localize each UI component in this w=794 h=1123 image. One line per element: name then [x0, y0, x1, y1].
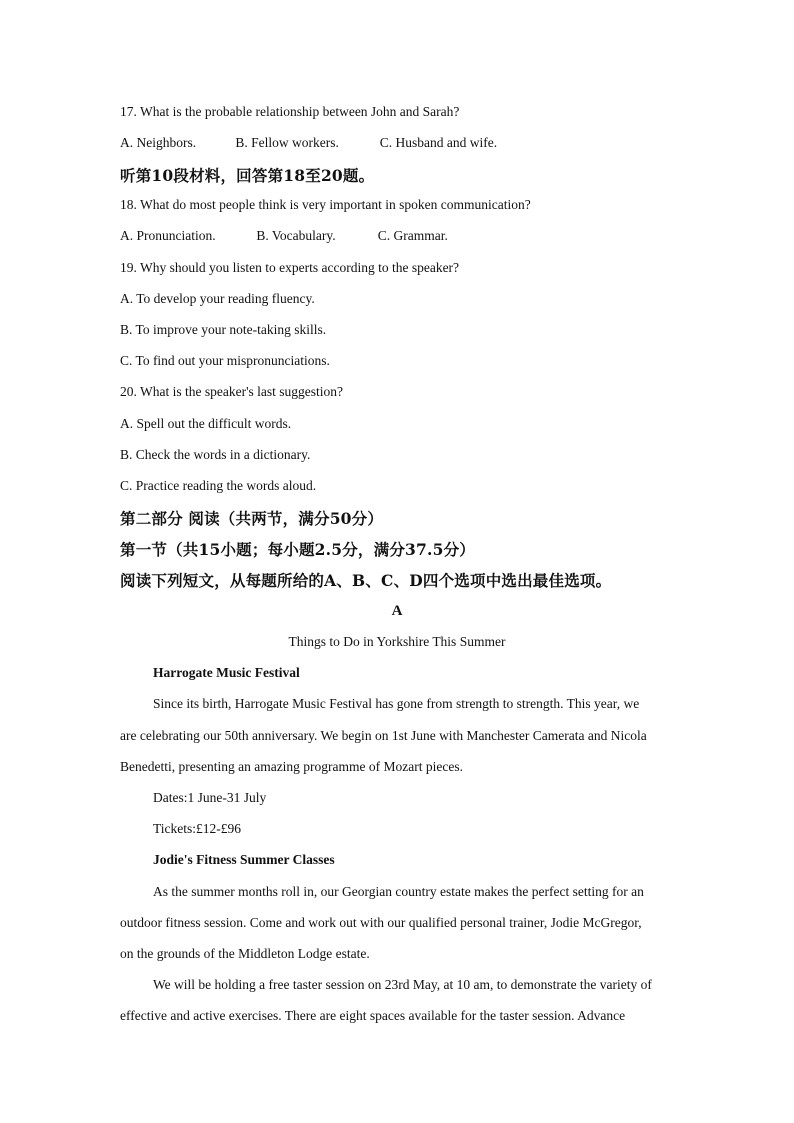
q19-option-a: A. To develop your reading fluency.	[120, 291, 315, 306]
q19-option-b: B. To improve your note-taking skills.	[120, 322, 327, 337]
harrogate-line-2: are celebrating our 50th anniversary. We begin on 1st June with Manchester Camerata and Nicola	[120, 728, 647, 743]
instructions: 阅读下列短文，从每题所给的A、B、C、D四个选项中选出最佳选项。	[120, 571, 612, 590]
harrogate-dates: Dates:1 June-31 July	[153, 790, 267, 805]
q20-option-b: B. Check the words in a dictionary.	[120, 447, 311, 462]
harrogate-line-3: Benedetti, presenting an amazing programme of Mozart pieces.	[120, 759, 463, 774]
jodie-p1-line-1: As the summer months roll in, our Georgian country estate makes the perfect setting for an	[153, 884, 644, 899]
jodie-heading: Jodie's Fitness Summer Classes	[153, 852, 335, 867]
harrogate-line-1: Since its birth, Harrogate Music Festival has gone from strength to strength. This year, we	[153, 696, 640, 711]
q20-option-a: A. Spell out the difficult words.	[120, 416, 292, 431]
jodie-p1-line-3: on the grounds of the Middleton Lodge estate.	[120, 946, 370, 961]
section1-heading: 第一节（共15小题；每小题2.5分，满分37.5分）	[120, 540, 475, 559]
q18-option-b: B. Vocabulary.	[256, 228, 336, 243]
passage-title: Things to Do in Yorkshire This Summer	[288, 634, 506, 649]
q18-question: 18. What do most people think is very important in spoken communication?	[120, 197, 531, 212]
passage-letter: A	[391, 603, 403, 619]
q17-question: 17. What is the probable relationship between John and Sarah?	[120, 104, 460, 119]
q19-option-c: C. To find out your mispronunciations.	[120, 353, 330, 368]
harrogate-tickets: Tickets:£12-£96	[153, 821, 242, 836]
jodie-p2-line-2: effective and active exercises. There are eight spaces available for the taster session. Advance	[120, 1008, 626, 1023]
section10-heading: 听第10段材料，回答第18至20题。	[120, 166, 375, 185]
q18-options	[120, 228, 448, 244]
jodie-p1-line-2: outdoor fitness session. Come and work out with our qualified personal trainer, Jodie McGregor,	[120, 915, 642, 930]
q17-option-b: B. Fellow workers.	[235, 135, 339, 150]
q20-question: 20. What is the speaker's last suggestion?	[120, 384, 344, 399]
q18-option-a: A. Pronunciation.	[120, 228, 216, 243]
q20-option-c: C. Practice reading the words aloud.	[120, 478, 317, 493]
q18-option-c: C. Grammar.	[377, 228, 448, 243]
harrogate-heading: Harrogate Music Festival	[153, 665, 300, 680]
jodie-p2-line-1: We will be holding a free taster session on 23rd May, at 10 am, to demonstrate the variety of	[153, 977, 652, 992]
q17-options	[120, 135, 497, 151]
q19-question: 19. Why should you listen to experts according to the speaker?	[120, 260, 460, 275]
part2-heading: 第二部分 阅读（共两节，满分50分）	[120, 509, 384, 528]
q17-option-a: A. Neighbors.	[120, 135, 197, 150]
q17-option-c: C. Husband and wife.	[379, 135, 498, 150]
